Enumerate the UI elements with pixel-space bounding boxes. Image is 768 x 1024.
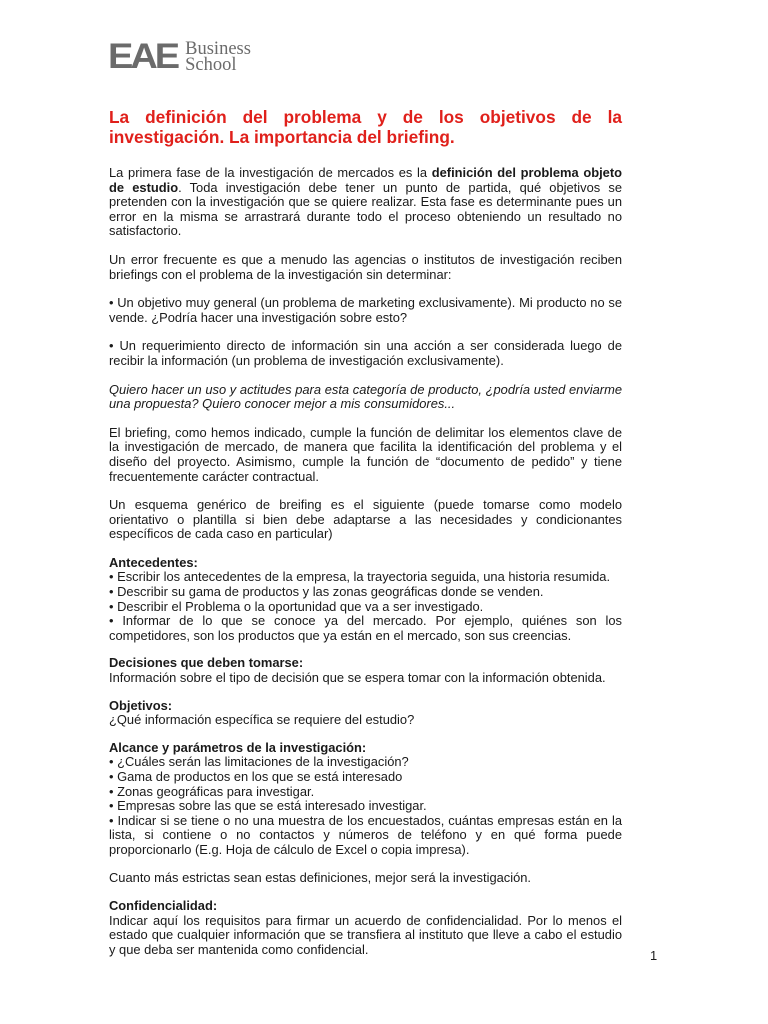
error-paragraph: Un error frecuente es que a menudo las agencias o institutos de investigación reciben briefings con el problema de la investigación sin determinar: <box>109 251 622 282</box>
esquema-paragraph: Un esquema genérico de breifing es el siguiente (puede tomarse como modelo orientativo o plantilla si bien debe adaptarse a las necesidades y condicionantes específicos de cada caso en particular) <box>109 497 622 542</box>
section-heading: Objetivos: <box>109 697 173 713</box>
example-quote: Quiero hacer un uso y actitudes para esta categoría de producto, ¿podría usted enviarme una propuesta? Quiero conocer mejor a mis consumidores... <box>109 381 622 412</box>
list-item: • Gama de productos en los que se está interesado <box>109 769 403 784</box>
logo-line-2: School <box>185 55 237 75</box>
section-confidencialidad <box>109 899 622 957</box>
intro-text-end: . Toda investigación debe tener un punto de partida, qué objetivos se pretenden con la investigación que se quiere realizar. Esta fase es determinante pues un error en la misma se arrastrará durante todo el proceso obteniendo un resultado no satisfactorio. <box>109 179 622 239</box>
list-item: • Empresas sobre las que se está interesado investigar. <box>109 798 427 814</box>
list-item: • Zonas geográficas para investigar. <box>109 783 315 799</box>
section-heading: Confidencialidad: <box>109 898 218 914</box>
cuanto-paragraph: Cuanto más estrictas sean estas definiciones, mejor será la investigación. <box>109 869 532 885</box>
list-item: • Describir su gama de productos y las zonas geográficas donde se venden. <box>109 584 544 600</box>
list-item: • Escribir los antecedentes de la empresa, la trayectoria seguida, una historia resumida. <box>109 569 611 585</box>
list-item: • ¿Cuáles serán las limitaciones de la investigación? <box>109 754 409 770</box>
section-heading: Antecedentes: <box>109 554 198 570</box>
page-number: 1 <box>650 948 658 963</box>
list-item: • Informar de lo que se conoce ya del mercado. Por ejemplo, quiénes son los competidores, son los productos que ya están en el mercado, son sus creencias. <box>109 613 622 643</box>
section-objetivos <box>109 699 622 728</box>
section-text: Indicar aquí los requisitos para firmar un acuerdo de confidencialidad. Por lo menos el estado que cualquier información que se transfiera al instituto que lleve a cabo el estudio y que deba ser mantenida como confidencial. <box>109 912 622 957</box>
section-decisiones <box>109 656 622 685</box>
intro-text-start: La primera fase de la investigación de mercados es la <box>109 165 432 180</box>
bullet-direct-request: • Un requerimiento directo de información sin una acción a ser considerada luego de recibir la información (un problema de investigación exclusivamente). <box>109 338 622 368</box>
list-item: • Indicar si se tiene o no una muestra de los encuestados, cuántas empresas están en la lista, si contiene o no contactos y números de teléfono y en qué forma puede proporcionarlo (E.g. Hoja de cálculo de Excel o copia impresa). <box>109 812 622 857</box>
section-alcance <box>109 741 622 858</box>
briefing-paragraph: El briefing, como hemos indicado, cumple la función de delimitar los elementos clave de la investigación de mercado, de manera que facilita la identificación del problema y el diseño del proyecto. Asimismo, cumple la función de “documento de pedido” y tiene frecuentemente carácter contractual. <box>109 424 622 484</box>
document-title: La definición del problema y de los objetivos de la investigación. La importancia del briefing. <box>109 107 622 147</box>
section-text: ¿Qué información específica se requiere del estudio? <box>109 712 415 728</box>
intro-paragraph <box>109 166 622 239</box>
eae-business-school-logo <box>108 38 251 76</box>
list-item: • Describir el Problema o la oportunidad que va a ser investigado. <box>109 598 484 614</box>
section-text: Información sobre el tipo de decisión que se espera tomar con la información obtenida. <box>109 670 606 686</box>
logo-text <box>185 41 251 73</box>
intro-bold-phrase: definición del problema objeto de estudio <box>109 165 622 195</box>
section-heading: Alcance y parámetros de la investigación: <box>109 739 367 755</box>
bullet-general-objective: • Un objetivo muy general (un problema de marketing exclusivamente). Mi producto no se vende. ¿Podría hacer una investigación sobre esto? <box>109 295 622 325</box>
section-antecedentes <box>109 556 622 644</box>
document-body <box>109 107 622 971</box>
logo-mark: EAE <box>108 37 178 77</box>
logo-line-1: Business <box>185 39 251 59</box>
section-heading: Decisiones que deben tomarse: <box>109 655 304 671</box>
